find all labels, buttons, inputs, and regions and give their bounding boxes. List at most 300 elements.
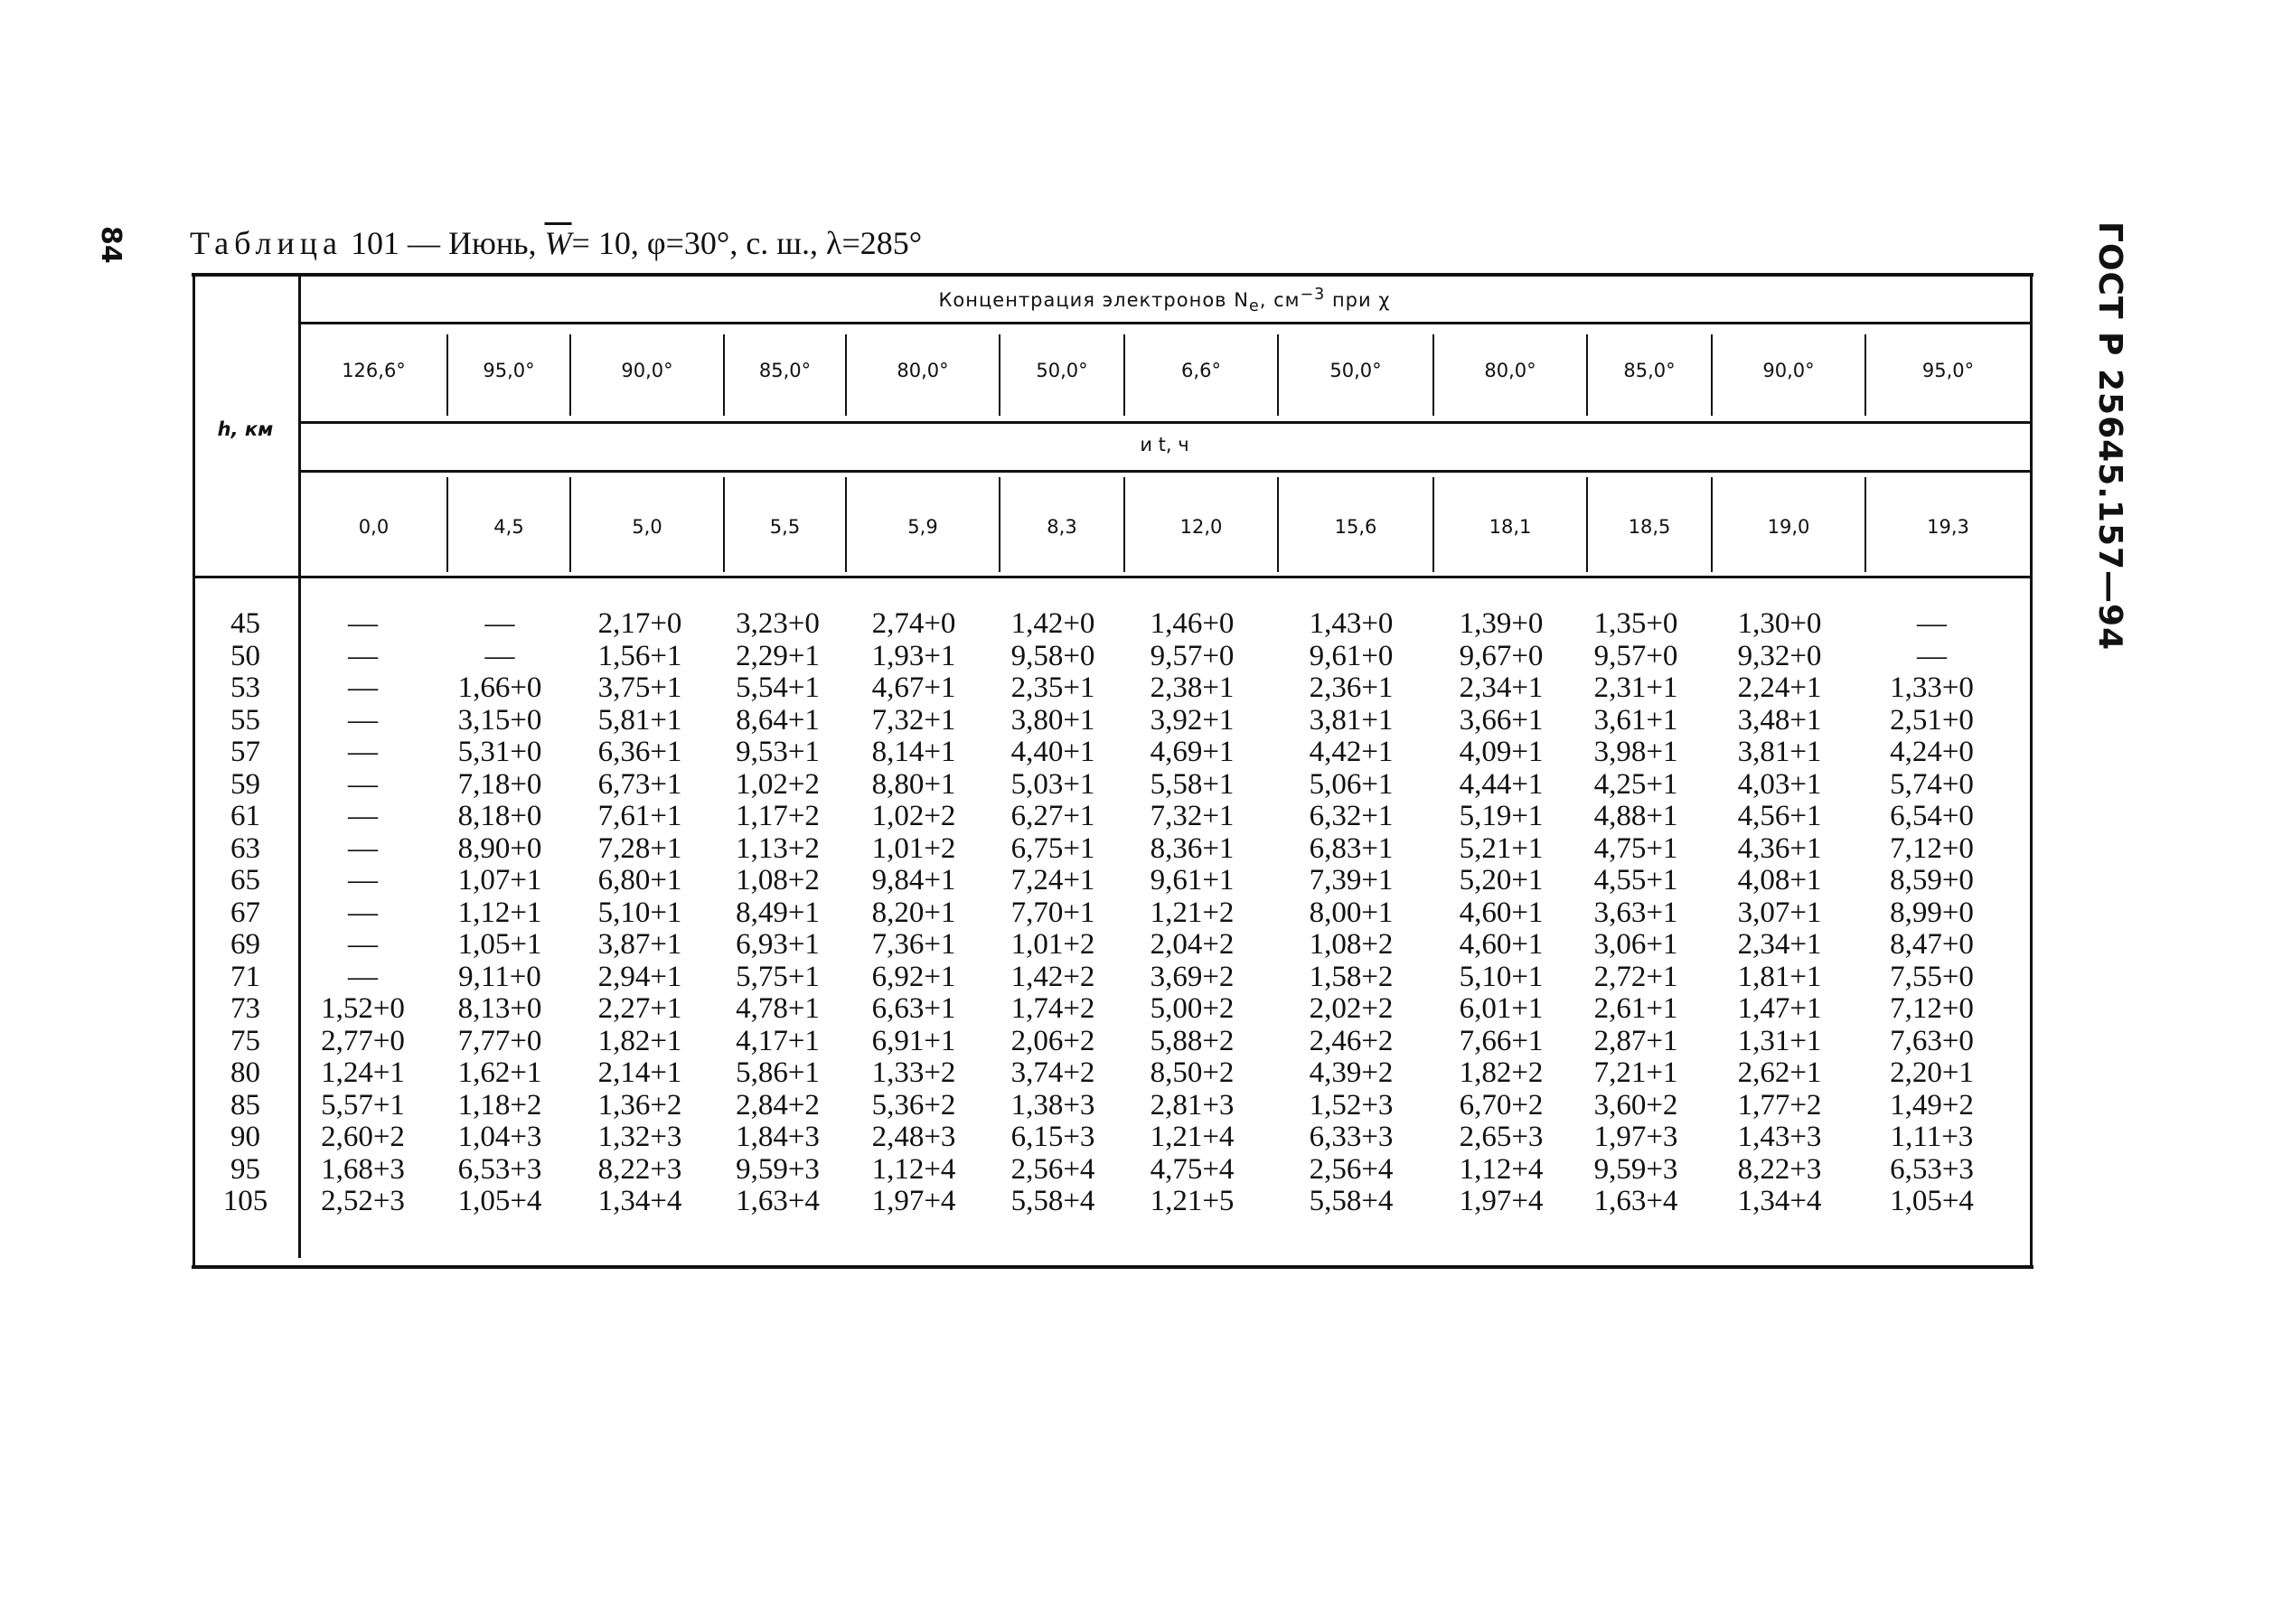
table-cell: — <box>348 767 378 801</box>
height-value: 95 <box>230 1152 260 1186</box>
table-cell: — <box>348 960 378 993</box>
height-column <box>193 608 298 1218</box>
height-value: 80 <box>230 1056 260 1089</box>
table-cell: 1,93+1 <box>871 639 956 672</box>
height-value: 59 <box>230 767 260 801</box>
table-cell: 4,40+1 <box>1010 736 1095 768</box>
table-cell: 3,75+1 <box>597 671 682 704</box>
table-cell: 6,53+3 <box>457 1152 542 1186</box>
table-cell: 1,46+0 <box>1150 607 1235 640</box>
data-column <box>1704 608 1855 1218</box>
table-cell: 4,03+1 <box>1737 767 1822 801</box>
table-cell: 3,23+0 <box>736 607 820 640</box>
table-cell: 7,12+0 <box>1890 992 1974 1025</box>
table-cell: 1,21+4 <box>1150 1121 1235 1153</box>
chi-header-cell: 80,0° <box>897 360 949 381</box>
table-cell: 1,63+4 <box>1593 1185 1678 1217</box>
table-cell: 4,67+1 <box>871 671 956 704</box>
table-cell: 4,88+1 <box>1593 800 1678 832</box>
table-cell: 1,21+2 <box>1150 896 1235 929</box>
table-cell: 7,32+1 <box>1150 800 1235 832</box>
table-cell: 1,49+2 <box>1890 1088 1974 1122</box>
table-cell: 4,75+4 <box>1150 1152 1235 1186</box>
time-header-cell: 18,1 <box>1489 516 1532 538</box>
table-cell: 9,53+1 <box>736 736 820 768</box>
table-cell: 2,29+1 <box>736 639 820 672</box>
table-cell: — <box>484 607 515 640</box>
table-cell: 1,18+2 <box>457 1088 542 1122</box>
table-cell: 8,20+1 <box>871 896 956 929</box>
table-cell: 5,88+2 <box>1150 1024 1235 1057</box>
height-value: 65 <box>230 864 260 896</box>
table-cell: 4,69+1 <box>1150 736 1235 768</box>
table-cell: — <box>348 703 378 737</box>
time-header-cell: 15,6 <box>1334 516 1377 538</box>
table-cell: 5,06+1 <box>1309 767 1394 801</box>
table-cell: 6,70+2 <box>1459 1088 1544 1122</box>
concentration-header: Концентрация электронов $N_e$, $см^{-3}$ при χ <box>938 286 1391 316</box>
chi-header-cell: 85,0° <box>758 360 812 381</box>
table-cell: 4,24+0 <box>1890 736 1974 768</box>
table-cell: 2,14+1 <box>597 1056 682 1089</box>
table-cell: 5,75+1 <box>736 960 820 993</box>
table-cell: 1,08+2 <box>736 864 820 896</box>
table-cell: 2,27+1 <box>597 992 682 1025</box>
height-value: 67 <box>230 896 260 929</box>
chi-header-cell: 90,0° <box>621 360 673 381</box>
data-column <box>1574 608 1697 1218</box>
table-cell: 1,07+1 <box>457 864 542 896</box>
table-cell: 9,11+0 <box>458 960 541 993</box>
table-cell: 8,14+1 <box>871 736 956 768</box>
table-cell: — <box>348 736 378 768</box>
table-cell: 4,08+1 <box>1737 864 1822 896</box>
data-column <box>1116 608 1268 1218</box>
table-cell: 8,99+0 <box>1890 896 1974 929</box>
table-cell: 6,73+1 <box>597 767 682 801</box>
data-column <box>1274 608 1428 1218</box>
header-rule-2 <box>298 421 2031 424</box>
table-cell: 6,54+0 <box>1890 800 1974 832</box>
table-cell: 3,92+1 <box>1150 703 1235 737</box>
table-cell: 1,56+1 <box>597 639 682 672</box>
table-cell: 2,87+1 <box>1593 1024 1678 1057</box>
table-cell: 2,31+1 <box>1593 671 1678 704</box>
table-bottom-rule <box>192 1265 2033 1269</box>
table-cell: 1,30+0 <box>1737 607 1822 640</box>
table-cell: 9,32+0 <box>1737 639 1822 672</box>
table-cell: 1,35+0 <box>1593 607 1678 640</box>
table-cell: 5,54+1 <box>736 671 820 704</box>
table-cell: 2,48+3 <box>871 1121 956 1153</box>
table-cell: 9,59+3 <box>1593 1152 1678 1186</box>
table-cell: 5,10+1 <box>597 896 682 929</box>
table-cell: 3,74+2 <box>1010 1056 1095 1089</box>
table-cell: 8,80+1 <box>871 767 956 801</box>
time-header-cell: 8,3 <box>1047 516 1077 538</box>
table-cell: 7,32+1 <box>871 703 956 737</box>
height-value: 61 <box>230 800 260 832</box>
height-header: h, км <box>217 418 274 440</box>
table-cell: 1,02+2 <box>736 767 820 801</box>
table-cell: 6,91+1 <box>871 1024 956 1057</box>
height-value: 71 <box>230 960 260 993</box>
table-cell: — <box>348 607 378 640</box>
chi-header-cell: 126,6° <box>342 360 406 381</box>
table-cell: 1,43+3 <box>1737 1121 1822 1153</box>
caption-rest: = 10, φ=30°, с. ш., λ=285° <box>571 225 923 261</box>
height-value: 53 <box>230 671 260 704</box>
table-cell: 6,80+1 <box>597 864 682 896</box>
header-rule-3 <box>298 470 2031 473</box>
table-cell: 5,58+4 <box>1309 1185 1394 1217</box>
table-cell: — <box>484 639 515 672</box>
table-cell: 7,55+0 <box>1890 960 1974 993</box>
height-value: 55 <box>230 703 260 737</box>
table-cell: 7,21+1 <box>1593 1056 1678 1089</box>
table-cell: 2,77+0 <box>321 1024 405 1057</box>
caption-w-symbol: $\overline{W}$ <box>544 225 572 261</box>
table-cell: 9,57+0 <box>1593 639 1678 672</box>
time-header-cell: 0,0 <box>358 516 390 538</box>
table-cell: 5,21+1 <box>1459 831 1544 865</box>
table-cell: 6,01+1 <box>1459 992 1544 1025</box>
table-cell: 8,90+0 <box>457 831 542 865</box>
chi-header-cell: 85,0° <box>1623 360 1676 381</box>
table-cell: 7,39+1 <box>1309 864 1394 896</box>
table-cell: 1,82+2 <box>1459 1056 1544 1089</box>
table-cell: 8,47+0 <box>1890 928 1974 961</box>
table-cell: 3,06+1 <box>1593 928 1678 961</box>
table-cell: 4,36+1 <box>1737 831 1822 865</box>
table-cell: 4,17+1 <box>736 1024 820 1057</box>
table-cell: 1,74+2 <box>1010 992 1095 1025</box>
table-caption <box>190 224 922 262</box>
table-cell: 7,66+1 <box>1459 1024 1544 1057</box>
table-cell: 8,00+1 <box>1309 896 1394 929</box>
time-header-cell: 19,3 <box>1927 516 1969 538</box>
table-cell: 1,68+3 <box>321 1152 405 1186</box>
time-header: и t, ч <box>1140 434 1189 455</box>
chi-header-cell: 50,0° <box>1329 360 1382 381</box>
table-cell: 4,78+1 <box>736 992 820 1025</box>
table-cell: 7,63+0 <box>1890 1024 1974 1057</box>
table-cell: 6,63+1 <box>871 992 956 1025</box>
table-cell: 1,11+3 <box>1890 1121 1974 1153</box>
table-cell: 4,55+1 <box>1593 864 1678 896</box>
time-header-cell: 5,9 <box>907 516 938 538</box>
height-value: 63 <box>230 831 260 865</box>
table-cell: 2,46+2 <box>1309 1024 1394 1057</box>
table-cell: 5,57+1 <box>321 1088 405 1122</box>
table-cell: 7,18+0 <box>457 767 542 801</box>
table-cell: 1,42+0 <box>1010 607 1095 640</box>
table-cell: 5,58+1 <box>1150 767 1235 801</box>
table-cell: — <box>348 864 378 896</box>
table-cell: 1,32+3 <box>597 1121 682 1153</box>
table-cell: 1,77+2 <box>1737 1088 1822 1122</box>
table-cell: 6,15+3 <box>1010 1121 1095 1153</box>
table-cell: 5,81+1 <box>597 703 682 737</box>
table-cell: 2,35+1 <box>1010 671 1095 704</box>
table-cell: 1,01+2 <box>1010 928 1095 961</box>
table-cell: 1,97+4 <box>1459 1185 1544 1217</box>
table-cell: 1,05+1 <box>457 928 542 961</box>
table-cell: 9,59+3 <box>736 1152 820 1186</box>
data-column <box>1425 608 1577 1218</box>
table-cell: 1,42+2 <box>1010 960 1095 993</box>
table-cell: 8,64+1 <box>736 703 820 737</box>
table-cell: 4,44+1 <box>1459 767 1544 801</box>
table-cell: 3,66+1 <box>1459 703 1544 737</box>
table-cell: 1,31+1 <box>1737 1024 1822 1057</box>
table-cell: 7,70+1 <box>1010 896 1095 929</box>
table-cell: 8,22+3 <box>597 1152 682 1186</box>
table-cell: — <box>348 831 378 865</box>
table-cell: 2,34+1 <box>1737 928 1822 961</box>
page-number: 84 <box>95 226 127 264</box>
data-column <box>439 608 560 1218</box>
data-column <box>718 608 838 1218</box>
data-column <box>290 608 436 1218</box>
table-cell: 7,28+1 <box>597 831 682 865</box>
table-cell: 3,61+1 <box>1593 703 1678 737</box>
table-cell: 2,94+1 <box>597 960 682 993</box>
table-cell: 1,12+1 <box>457 896 542 929</box>
table-cell: 5,74+0 <box>1890 767 1974 801</box>
table-cell: 2,74+0 <box>871 607 956 640</box>
chi-header-cell: 95,0° <box>1921 360 1975 381</box>
table-cell: 1,66+0 <box>457 671 542 704</box>
table-cell: 2,04+2 <box>1150 928 1235 961</box>
table-cell: 8,36+1 <box>1150 831 1235 865</box>
height-value: 69 <box>230 928 260 961</box>
table-cell: 5,58+4 <box>1010 1185 1095 1217</box>
table-cell: 2,06+2 <box>1010 1024 1095 1057</box>
table-cell: 1,02+2 <box>871 800 956 832</box>
table-cell: 1,36+2 <box>597 1088 682 1122</box>
table-cell: 6,83+1 <box>1309 831 1394 865</box>
height-value: 90 <box>230 1121 260 1153</box>
table-cell: 7,24+1 <box>1010 864 1095 896</box>
table-cell: 2,65+3 <box>1459 1121 1544 1153</box>
table-cell: 1,12+4 <box>871 1152 956 1186</box>
data-column <box>1850 608 2014 1218</box>
table-cell: 9,67+0 <box>1459 639 1544 672</box>
time-header-cell: 19,0 <box>1767 516 1810 538</box>
table-cell: 2,56+4 <box>1309 1152 1394 1186</box>
table-cell: 4,39+2 <box>1309 1056 1394 1089</box>
table-cell: 3,87+1 <box>597 928 682 961</box>
header-bottom-rule <box>193 576 2031 578</box>
table-cell: 1,01+2 <box>871 831 956 865</box>
table-cell: 1,97+4 <box>871 1185 956 1217</box>
table-cell: 1,13+2 <box>736 831 820 865</box>
table-cell: 1,12+4 <box>1459 1152 1544 1186</box>
height-value: 50 <box>230 639 260 672</box>
table-cell: 4,42+1 <box>1309 736 1394 768</box>
table-cell: 4,60+1 <box>1459 928 1544 961</box>
table-cell: — <box>1917 639 1947 672</box>
table-cell: 6,92+1 <box>871 960 956 993</box>
table-cell: 1,24+1 <box>321 1056 405 1089</box>
caption-number: 101 — Июнь, <box>350 225 545 261</box>
table-cell: — <box>348 896 378 929</box>
table-cell: 1,47+1 <box>1737 992 1822 1025</box>
height-value: 73 <box>230 992 260 1025</box>
height-value: 45 <box>230 607 260 640</box>
table-cell: 3,60+2 <box>1593 1088 1678 1122</box>
table-cell: — <box>1917 607 1947 640</box>
chi-header-cell: 90,0° <box>1762 360 1815 381</box>
chi-header-cell: 6,6° <box>1181 360 1221 381</box>
chi-header-cell: 80,0° <box>1484 360 1536 381</box>
table-cell: 7,12+0 <box>1890 831 1974 865</box>
data-column <box>564 608 716 1218</box>
table-cell: 3,48+1 <box>1737 703 1822 737</box>
table-cell: 7,61+1 <box>597 800 682 832</box>
table-cell: 2,36+1 <box>1309 671 1394 704</box>
table-cell: 6,53+3 <box>1890 1152 1974 1186</box>
table-cell: 1,82+1 <box>597 1024 682 1057</box>
table-cell: 2,62+1 <box>1737 1056 1822 1089</box>
table-cell: 2,51+0 <box>1890 703 1974 737</box>
table-cell: 8,50+2 <box>1150 1056 1235 1089</box>
table-cell: 3,63+1 <box>1593 896 1678 929</box>
table-cell: 2,52+3 <box>321 1185 405 1217</box>
table-cell: 1,17+2 <box>736 800 820 832</box>
time-header-cell: 4,5 <box>493 516 524 538</box>
table-cell: 1,04+3 <box>457 1121 542 1153</box>
height-value: 75 <box>230 1024 260 1057</box>
table-cell: 3,98+1 <box>1593 736 1678 768</box>
table-cell: 5,10+1 <box>1459 960 1544 993</box>
table-cell: 3,81+1 <box>1309 703 1394 737</box>
table-cell: 5,36+2 <box>871 1088 956 1122</box>
chi-header-cell: 50,0° <box>1036 360 1088 381</box>
table-cell: 6,75+1 <box>1010 831 1095 865</box>
table-cell: 1,34+4 <box>1737 1185 1822 1217</box>
time-header-cell: 5,0 <box>632 516 662 538</box>
data-column <box>838 608 990 1218</box>
table-cell: 3,81+1 <box>1737 736 1822 768</box>
table-cell: 2,56+4 <box>1010 1152 1095 1186</box>
data-column <box>991 608 1114 1218</box>
table-cell: — <box>348 639 378 672</box>
table-cell: 9,57+0 <box>1150 639 1235 672</box>
table-cell: 3,15+0 <box>457 703 542 737</box>
table-cell: 8,59+0 <box>1890 864 1974 896</box>
table-cell: 1,52+0 <box>321 992 405 1025</box>
table-cell: 1,34+4 <box>597 1185 682 1217</box>
table-cell: 5,19+1 <box>1459 800 1544 832</box>
time-header-cell: 18,5 <box>1628 516 1671 538</box>
table-cell: 2,34+1 <box>1459 671 1544 704</box>
table-cell: — <box>348 800 378 832</box>
table-cell: 5,86+1 <box>736 1056 820 1089</box>
table-cell: — <box>348 671 378 704</box>
height-value: 85 <box>230 1088 260 1122</box>
table-cell: 7,36+1 <box>871 928 956 961</box>
table-cell: 5,20+1 <box>1459 864 1544 896</box>
table-cell: 4,75+1 <box>1593 831 1678 865</box>
table-cell: 9,61+0 <box>1309 639 1394 672</box>
table-cell: 1,05+4 <box>1890 1185 1974 1217</box>
header-rule-1 <box>298 322 2031 324</box>
table-cell: 9,61+1 <box>1150 864 1235 896</box>
table-cell: 2,24+1 <box>1737 671 1822 704</box>
table-cell: 6,27+1 <box>1010 800 1095 832</box>
table-cell: 5,31+0 <box>457 736 542 768</box>
table-cell: 1,08+2 <box>1309 928 1394 961</box>
table-cell: 3,80+1 <box>1010 703 1095 737</box>
table-cell: 8,13+0 <box>457 992 542 1025</box>
table-cell: 1,84+3 <box>736 1121 820 1153</box>
table-cell: 4,60+1 <box>1459 896 1544 929</box>
table-cell: 2,84+2 <box>736 1088 820 1122</box>
table-cell: 2,61+1 <box>1593 992 1678 1025</box>
table-cell: 1,52+3 <box>1309 1088 1394 1122</box>
table-cell: 1,21+5 <box>1150 1185 1235 1217</box>
table-top-rule <box>192 273 2033 277</box>
table-cell: 7,77+0 <box>457 1024 542 1057</box>
chi-header-cell: 95,0° <box>483 360 535 381</box>
table-cell: 1,38+3 <box>1010 1088 1095 1122</box>
table-cell: 1,33+0 <box>1890 671 1974 704</box>
height-value: 57 <box>230 736 260 768</box>
table-cell: 1,63+4 <box>736 1185 820 1217</box>
table-cell: 1,58+2 <box>1309 960 1394 993</box>
caption-prefix: Таблица <box>190 225 343 261</box>
table-cell: 2,02+2 <box>1309 992 1394 1025</box>
table-cell: 3,07+1 <box>1737 896 1822 929</box>
table-cell: 1,05+4 <box>457 1185 542 1217</box>
table-cell: — <box>348 928 378 961</box>
time-header-cell: 5,5 <box>769 516 801 538</box>
table-cell: 9,84+1 <box>871 864 956 896</box>
table-cell: 1,62+1 <box>457 1056 542 1089</box>
table-cell: 1,39+0 <box>1459 607 1544 640</box>
height-value: 105 <box>222 1185 268 1217</box>
table-cell: 8,22+3 <box>1737 1152 1822 1186</box>
table-cell: 2,17+0 <box>597 607 682 640</box>
table-cell: 2,81+3 <box>1150 1088 1235 1122</box>
table-cell: 2,20+1 <box>1890 1056 1974 1089</box>
table-cell: 6,33+3 <box>1309 1121 1394 1153</box>
table-cell: 1,97+3 <box>1593 1121 1678 1153</box>
table-cell: 4,56+1 <box>1737 800 1822 832</box>
table-cell: 6,93+1 <box>736 928 820 961</box>
table-cell: 4,09+1 <box>1459 736 1544 768</box>
table-cell: 8,49+1 <box>736 896 820 929</box>
table-cell: 6,36+1 <box>597 736 682 768</box>
table-cell: 2,38+1 <box>1150 671 1235 704</box>
table-cell: 9,58+0 <box>1010 639 1095 672</box>
time-header-cell: 12,0 <box>1179 516 1223 538</box>
table-cell: 1,81+1 <box>1737 960 1822 993</box>
table-cell: 8,18+0 <box>457 800 542 832</box>
table-cell: 4,25+1 <box>1593 767 1678 801</box>
document-standard-title: ГОСТ Р 25645.157—94 <box>2091 221 2128 652</box>
table-cell: 6,32+1 <box>1309 800 1394 832</box>
table-cell: 5,00+2 <box>1150 992 1235 1025</box>
table-cell: 1,43+0 <box>1309 607 1394 640</box>
table-cell: 5,03+1 <box>1010 767 1095 801</box>
table-cell: 1,33+2 <box>871 1056 956 1089</box>
table-cell: 2,60+2 <box>321 1121 405 1153</box>
table-cell: 3,69+2 <box>1150 960 1235 993</box>
table-cell: 2,72+1 <box>1593 960 1678 993</box>
